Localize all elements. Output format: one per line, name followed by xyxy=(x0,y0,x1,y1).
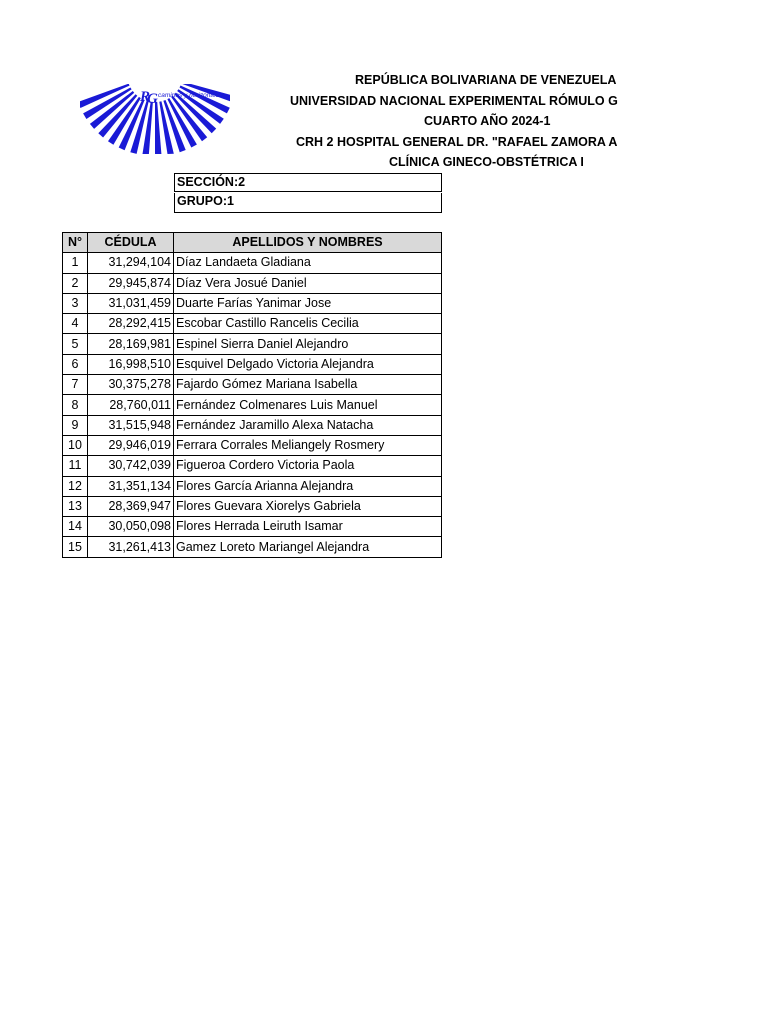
logo-tagline: caminos y horizontes xyxy=(158,92,220,99)
row-number-cell: 14 xyxy=(63,517,88,537)
row-name-cell: Ferrara Corrales Meliangely Rosmery xyxy=(174,435,442,455)
row-number-cell: 9 xyxy=(63,415,88,435)
table-row xyxy=(63,435,442,455)
row-name-cell: Díaz Landaeta Gladiana xyxy=(174,253,442,273)
column-header-cedula: CÉDULA xyxy=(88,233,174,253)
header-university: UNIVERSIDAD NACIONAL EXPERIMENTAL RÓMULO G xyxy=(290,94,618,108)
column-header-number: N° xyxy=(63,233,88,253)
row-name-cell: Fajardo Gómez Mariana Isabella xyxy=(174,375,442,395)
row-name-cell: Escobar Castillo Rancelis Cecilia xyxy=(174,314,442,334)
row-name-cell: Duarte Farías Yanimar Jose xyxy=(174,293,442,313)
sunburst-logo-icon xyxy=(80,84,230,156)
row-number-cell: 12 xyxy=(63,476,88,496)
table-row xyxy=(63,517,442,537)
table-row xyxy=(63,253,442,273)
row-number-cell: 13 xyxy=(63,496,88,516)
table-row xyxy=(63,496,442,516)
row-cedula-cell: 28,369,947 xyxy=(88,496,174,516)
row-name-cell: Díaz Vera Josué Daniel xyxy=(174,273,442,293)
table-header-row xyxy=(63,233,442,253)
row-number-cell: 6 xyxy=(63,354,88,374)
section-field: SECCIÓN:2 xyxy=(174,173,442,192)
row-number-cell: 11 xyxy=(63,456,88,476)
row-cedula-cell: 30,050,098 xyxy=(88,517,174,537)
row-cedula-cell: 31,031,459 xyxy=(88,293,174,313)
header-clinic: CLÍNICA GINECO-OBSTÉTRICA I xyxy=(389,155,584,169)
row-number-cell: 15 xyxy=(63,537,88,557)
header-republic: REPÚBLICA BOLIVARIANA DE VENEZUELA xyxy=(355,73,617,87)
table-row xyxy=(63,415,442,435)
row-cedula-cell: 30,375,278 xyxy=(88,375,174,395)
table-row xyxy=(63,375,442,395)
row-cedula-cell: 31,515,948 xyxy=(88,415,174,435)
header-hospital: CRH 2 HOSPITAL GENERAL DR. "RAFAEL ZAMORA A xyxy=(296,135,618,149)
table-row xyxy=(63,456,442,476)
svg-text:R: R xyxy=(140,89,151,105)
row-cedula-cell: 28,292,415 xyxy=(88,314,174,334)
row-name-cell: Esquivel Delgado Victoria Alejandra xyxy=(174,354,442,374)
table-row xyxy=(63,395,442,415)
row-name-cell: Flores Guevara Xiorelys Gabriela xyxy=(174,496,442,516)
row-name-cell: Fernández Jaramillo Alexa Natacha xyxy=(174,415,442,435)
row-name-cell: Gamez Loreto Mariangel Alejandra xyxy=(174,537,442,557)
university-logo xyxy=(80,84,230,156)
row-cedula-cell: 29,945,874 xyxy=(88,273,174,293)
row-cedula-cell: 28,169,981 xyxy=(88,334,174,354)
row-name-cell: Figueroa Cordero Victoria Paola xyxy=(174,456,442,476)
column-header-names: APELLIDOS Y NOMBRES xyxy=(174,233,442,253)
row-number-cell: 10 xyxy=(63,435,88,455)
row-number-cell: 2 xyxy=(63,273,88,293)
row-cedula-cell: 31,294,104 xyxy=(88,253,174,273)
row-number-cell: 1 xyxy=(63,253,88,273)
row-cedula-cell: 31,351,134 xyxy=(88,476,174,496)
row-name-cell: Espinel Sierra Daniel Alejandro xyxy=(174,334,442,354)
row-number-cell: 8 xyxy=(63,395,88,415)
svg-text:G: G xyxy=(147,91,158,107)
group-field: GRUPO:1 xyxy=(174,193,442,213)
row-cedula-cell: 28,760,011 xyxy=(88,395,174,415)
row-number-cell: 4 xyxy=(63,314,88,334)
table-row xyxy=(63,476,442,496)
row-number-cell: 7 xyxy=(63,375,88,395)
table-row xyxy=(63,537,442,557)
table-row xyxy=(63,293,442,313)
row-number-cell: 5 xyxy=(63,334,88,354)
row-cedula-cell: 30,742,039 xyxy=(88,456,174,476)
row-number-cell: 3 xyxy=(63,293,88,313)
table-row xyxy=(63,273,442,293)
row-cedula-cell: 29,946,019 xyxy=(88,435,174,455)
header-year: CUARTO AÑO 2024-1 xyxy=(424,114,551,128)
row-name-cell: Flores García Arianna Alejandra xyxy=(174,476,442,496)
student-roster-table xyxy=(62,232,442,558)
row-name-cell: Fernández Colmenares Luis Manuel xyxy=(174,395,442,415)
row-name-cell: Flores Herrada Leiruth Isamar xyxy=(174,517,442,537)
row-cedula-cell: 31,261,413 xyxy=(88,537,174,557)
table-row xyxy=(63,354,442,374)
row-cedula-cell: 16,998,510 xyxy=(88,354,174,374)
table-row xyxy=(63,334,442,354)
table-row xyxy=(63,314,442,334)
